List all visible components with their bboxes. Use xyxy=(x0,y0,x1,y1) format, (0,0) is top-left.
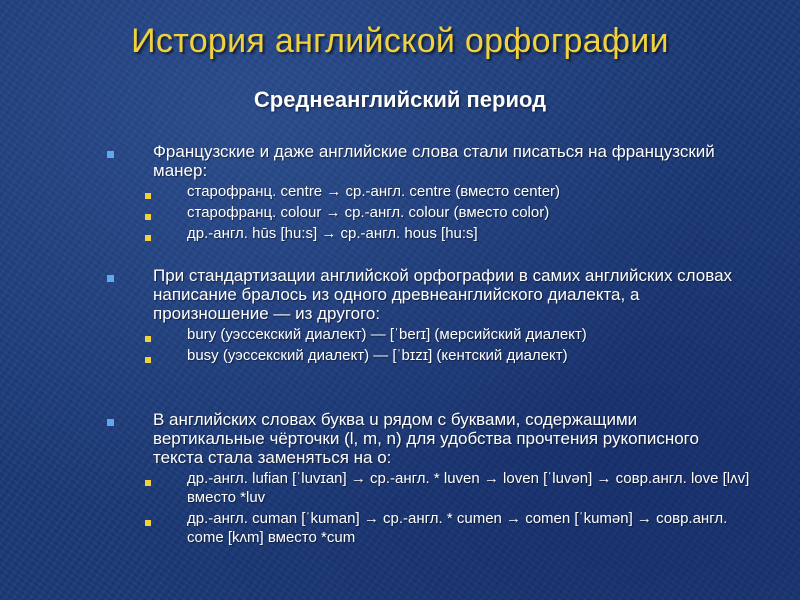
sub-item xyxy=(100,224,753,243)
sub-item xyxy=(100,182,753,201)
sub-item-text: др.-англ. lufian [ˈluvɪan] → ср.-англ. * luven → loven [ˈluvən] → совр.англ. love [lʌv] вместо *luv xyxy=(187,470,750,506)
sub-item-text: старофранц. colour → ср.-англ. colour (вместо color) xyxy=(187,204,550,221)
sub-item xyxy=(100,509,753,547)
square-bullet-icon xyxy=(145,193,151,199)
slide-title: История английской орфографии xyxy=(131,22,669,60)
square-bullet-icon xyxy=(145,336,151,342)
square-bullet-icon xyxy=(145,235,151,241)
bullet-item xyxy=(100,142,753,243)
bullet-text: При стандартизации английской орфографии в самих английских словах написание бралось из одного древнеанглийского диалекта, а произношение — из другого: xyxy=(153,266,733,323)
sub-item xyxy=(100,469,753,507)
bullet-item xyxy=(100,410,753,547)
sub-item-text: др.-англ. hūs [hu:s] → ср.-англ. hous [hu:s] xyxy=(187,225,478,242)
sub-item xyxy=(100,203,753,222)
sub-item xyxy=(100,346,753,365)
bullet-item xyxy=(100,266,753,365)
square-bullet-icon xyxy=(145,480,151,486)
sub-item-text: busy (уэссекский диалект) — [ˈbɪzɪ] (кентский диалект) xyxy=(187,347,568,364)
square-bullet-icon xyxy=(107,151,114,158)
sub-item-text: др.-англ. cuman [ˈkuman] → ср.-англ. * cumen → comen [ˈkumən] → совр.англ. come [kʌm] вместо *cum xyxy=(187,510,728,546)
square-bullet-icon xyxy=(107,419,114,426)
sub-item-text: bury (уэссекский диалект) — [ˈberɪ] (мерсийский диалект) xyxy=(187,326,587,343)
sub-item-text: старофранц. centre → ср.-англ. centre (вместо center) xyxy=(187,183,561,200)
slide-subtitle: Среднеанглийский период xyxy=(253,87,547,112)
bullet-text: Французские и даже английские слова стали писаться на французский манер: xyxy=(153,142,715,180)
bullet-text: В английских словах буква u рядом с буквами, содержащими вертикальные чёрточки (l, m, n) для удобства прочтения рукописного текста стала заменяться на o: xyxy=(153,410,699,467)
sub-item xyxy=(100,325,753,344)
square-bullet-icon xyxy=(107,275,114,282)
square-bullet-icon xyxy=(145,520,151,526)
square-bullet-icon xyxy=(145,214,151,220)
square-bullet-icon xyxy=(145,357,151,363)
